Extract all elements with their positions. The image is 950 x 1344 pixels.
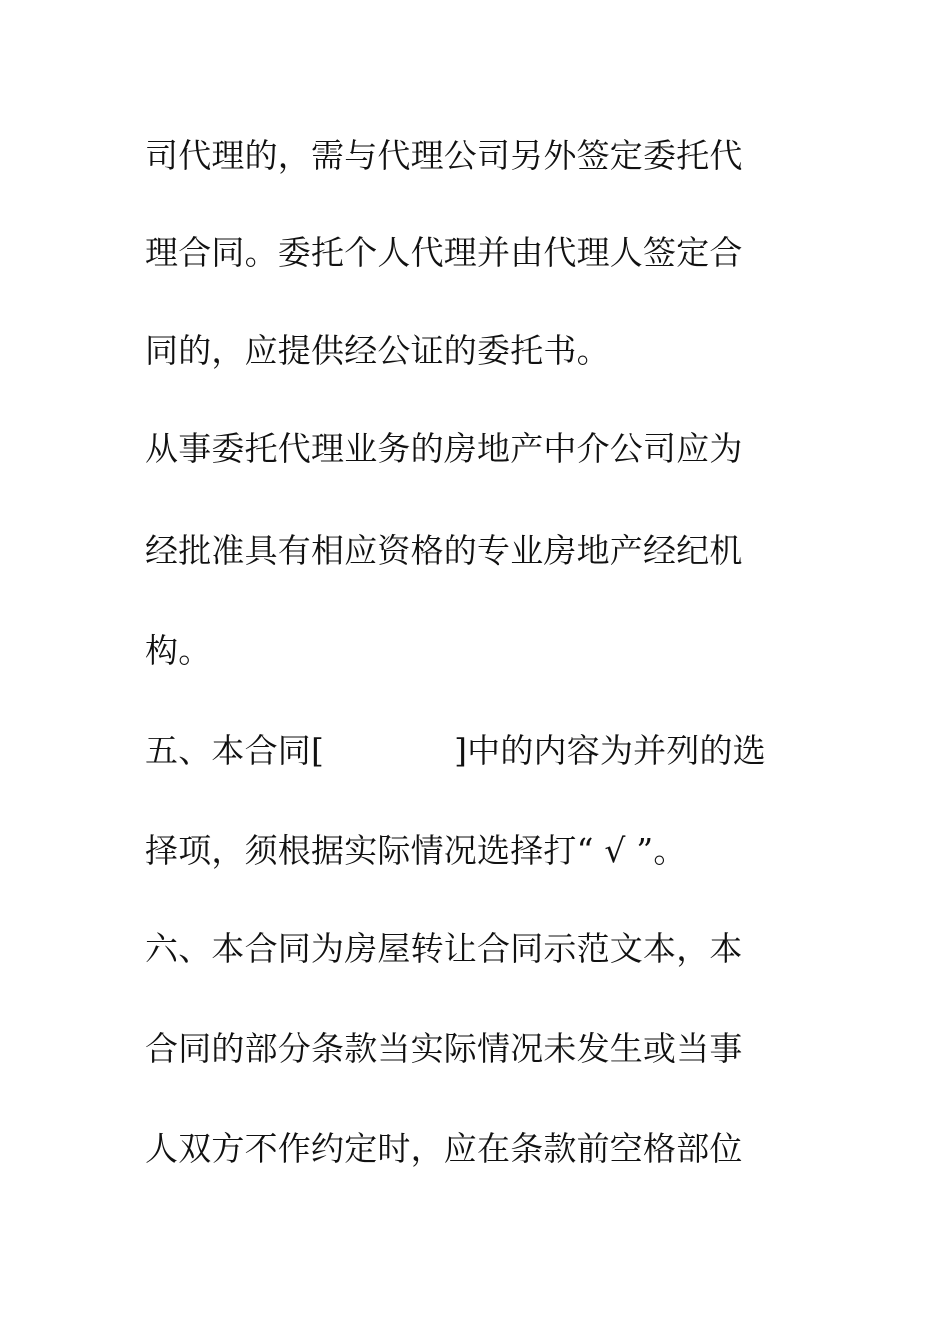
text-line: 同的，应提供经公证的委托书。 (145, 331, 610, 370)
text-line-with-blank (145, 731, 825, 771)
text-line: 六、本合同为房屋转让合同示范文本，本 (145, 929, 743, 968)
text-line: 理合同。委托个人代理并由代理人签定合 (145, 233, 743, 272)
text-line: 择项，须根据实际情况选择打“ √ ”。 (145, 831, 687, 870)
text-line: 构。 (145, 631, 212, 670)
text-line: 司代理的，需与代理公司另外签定委托代 (145, 136, 743, 175)
text-line: 经批准具有相应资格的专业房地产经纪机 (145, 531, 743, 570)
text-line: 人双方不作约定时，应在条款前空格部位 (145, 1129, 743, 1168)
text-line: 从事委托代理业务的房地产中介公司应为 (145, 429, 743, 468)
text-before-blank: 五、本合同[ (145, 731, 325, 770)
text-after-blank: ]中的内容为并列的选 (454, 731, 766, 770)
text-line: 合同的部分条款当实际情况未发生或当事 (145, 1029, 743, 1068)
